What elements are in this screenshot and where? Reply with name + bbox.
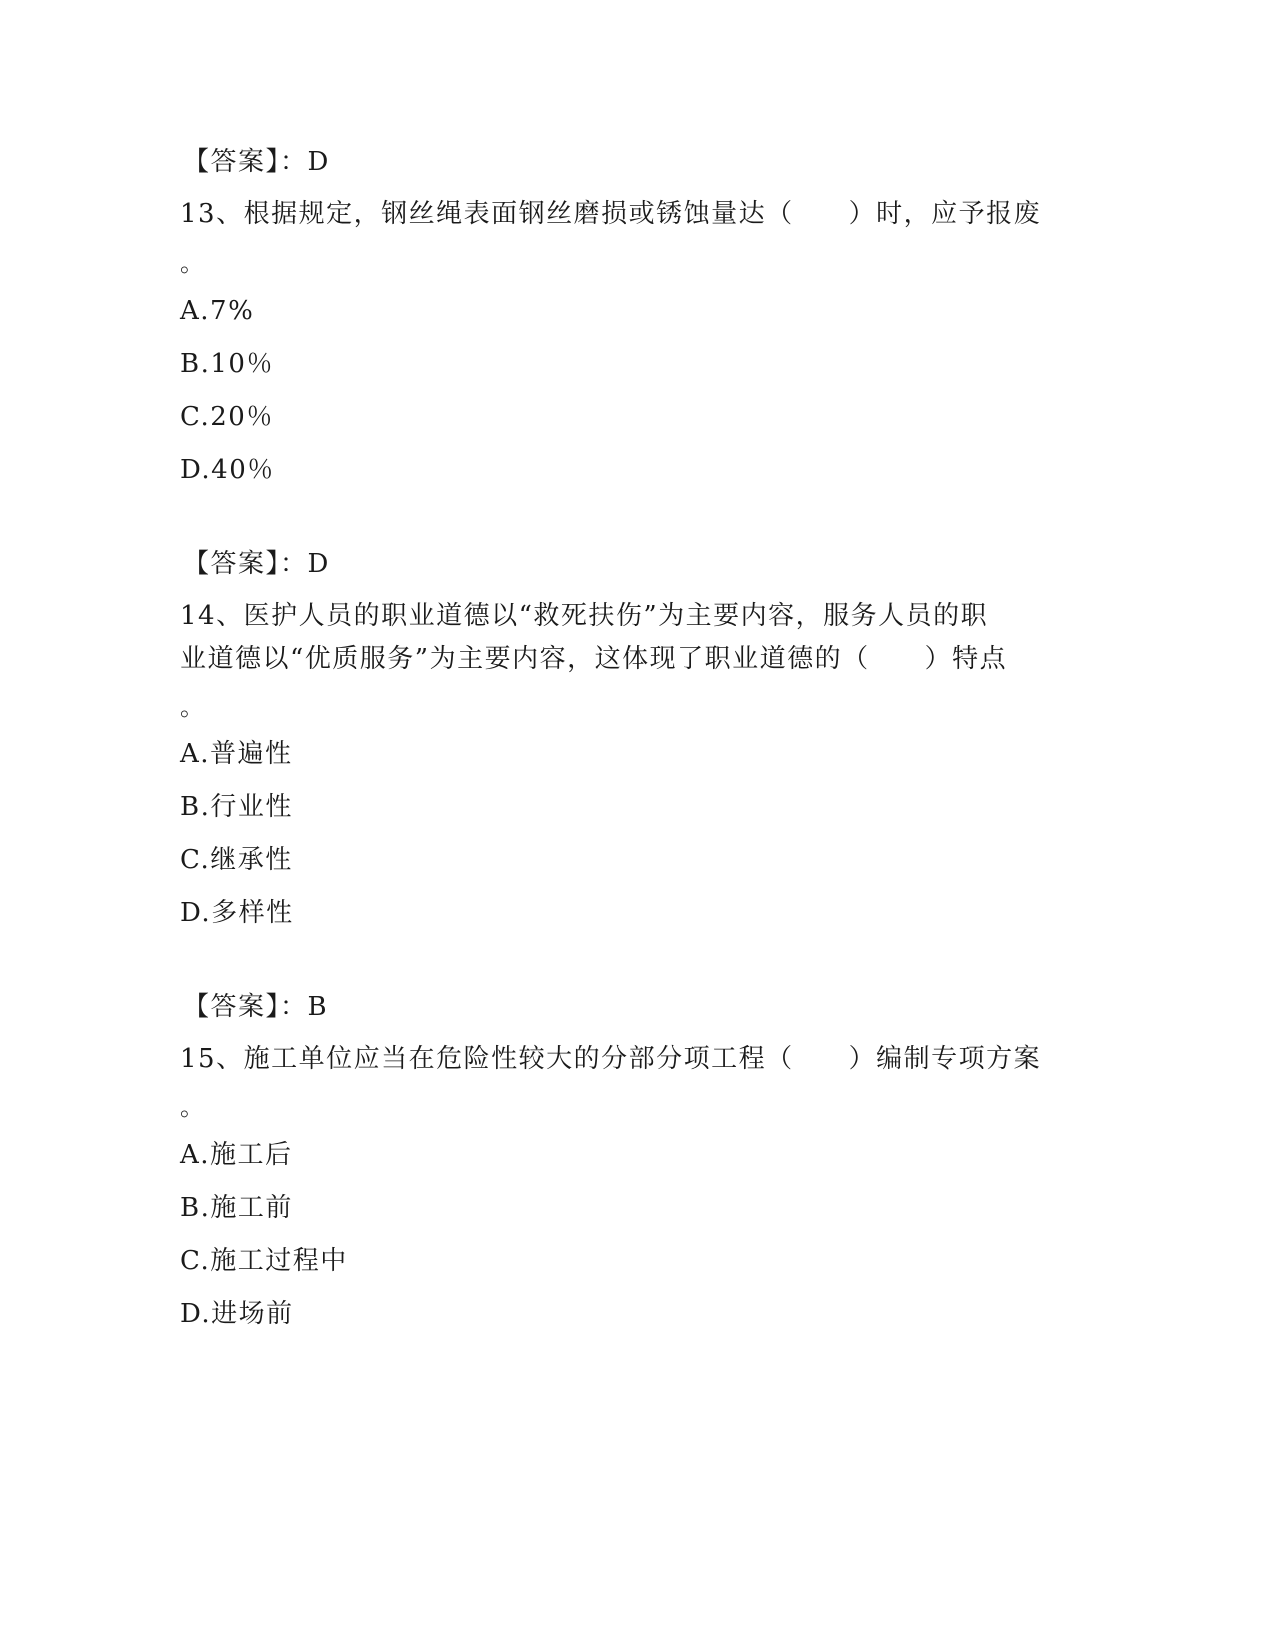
question-14-line-3: 。 (180, 693, 206, 721)
question-13-option-d: D.40％ (180, 455, 275, 485)
answer-line: 【答案】：D (183, 147, 330, 177)
question-14-line-2: 业道德以“优质服务”为主要内容，这体现了职业道德的（ ）特点 (180, 644, 1008, 674)
question-13-option-a: A.7% (180, 296, 255, 326)
question-13-answer: 【答案】：D (183, 549, 330, 579)
question-14-option-c: C.继承性 (180, 845, 293, 875)
question-15-option-c: C.施工过程中 (180, 1246, 348, 1276)
question-13-option-b: B.10％ (180, 349, 274, 379)
question-14-option-b: B.行业性 (180, 792, 293, 822)
question-14-option-d: D.多样性 (180, 898, 294, 928)
question-14-option-a: A.普遍性 (180, 739, 293, 769)
question-15-option-b: B.施工前 (180, 1193, 293, 1223)
question-15-option-d: D.进场前 (180, 1299, 294, 1329)
question-14-line-1: 14、医护人员的职业道德以“救死扶伤”为主要内容，服务人员的职 (180, 601, 989, 631)
question-13-option-c: C.20％ (180, 402, 274, 432)
question-14-answer: 【答案】：B (183, 992, 329, 1022)
question-15-line-2: 。 (180, 1093, 206, 1121)
question-13-line-2: 。 (180, 249, 206, 277)
question-13-line-1: 13、根据规定，钢丝绳表面钢丝磨损或锈蚀量达（ ）时，应予报废 (180, 199, 1042, 229)
question-15-option-a: A.施工后 (180, 1140, 293, 1170)
question-15-line-1: 15、施工单位应当在危险性较大的分部分项工程（ ）编制专项方案 (180, 1044, 1042, 1074)
